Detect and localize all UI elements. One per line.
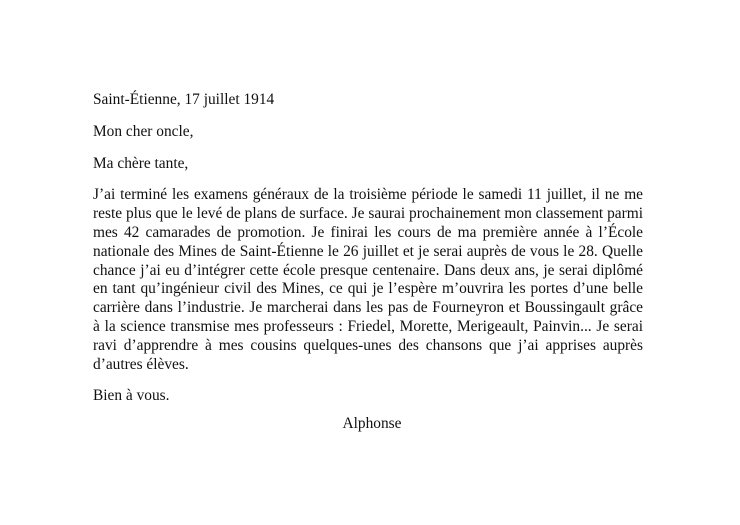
letter-date: Saint-Étienne, 17 juillet 1914 xyxy=(93,91,275,108)
salutation-uncle: Mon cher oncle, xyxy=(93,122,194,140)
salutation-aunt: Ma chère tante, xyxy=(93,154,189,172)
letter xyxy=(93,91,643,434)
letter-body: J’ai terminé les examens généraux de la troisième période le samedi 11 juillet, il ne me reste plus que le levé de plans de surface. Je saurai prochainement mon classement parmi mes 42 camarades de promotion. Je finirai les cours de ma première année à l’École nationale des Mines de Saint-Étienne le 26 juillet et je serai auprès de vous le 28. Quelle chance j’ai eu d’intégrer cette école presque centenaire. Dans deux ans, je serai diplômé en tant qu’ingénieur civil des Mines, ce qui je l’espère m’ouvrira les portes d’une belle carrière dans l’industrie. Je marcherai dans les pas de Fourneyron et Boussingault grâce à la science transmise mes professeurs : Friedel, Morette, Merigeault, Painvin... Je serai ravi d’apprendre à mes cousins quelques-unes des chansons que j’ai apprises auprès d’autres élèves. xyxy=(93,186,643,373)
letter-closing: Bien à vous. xyxy=(93,387,170,405)
letter-signature: Alphonse xyxy=(342,415,402,433)
